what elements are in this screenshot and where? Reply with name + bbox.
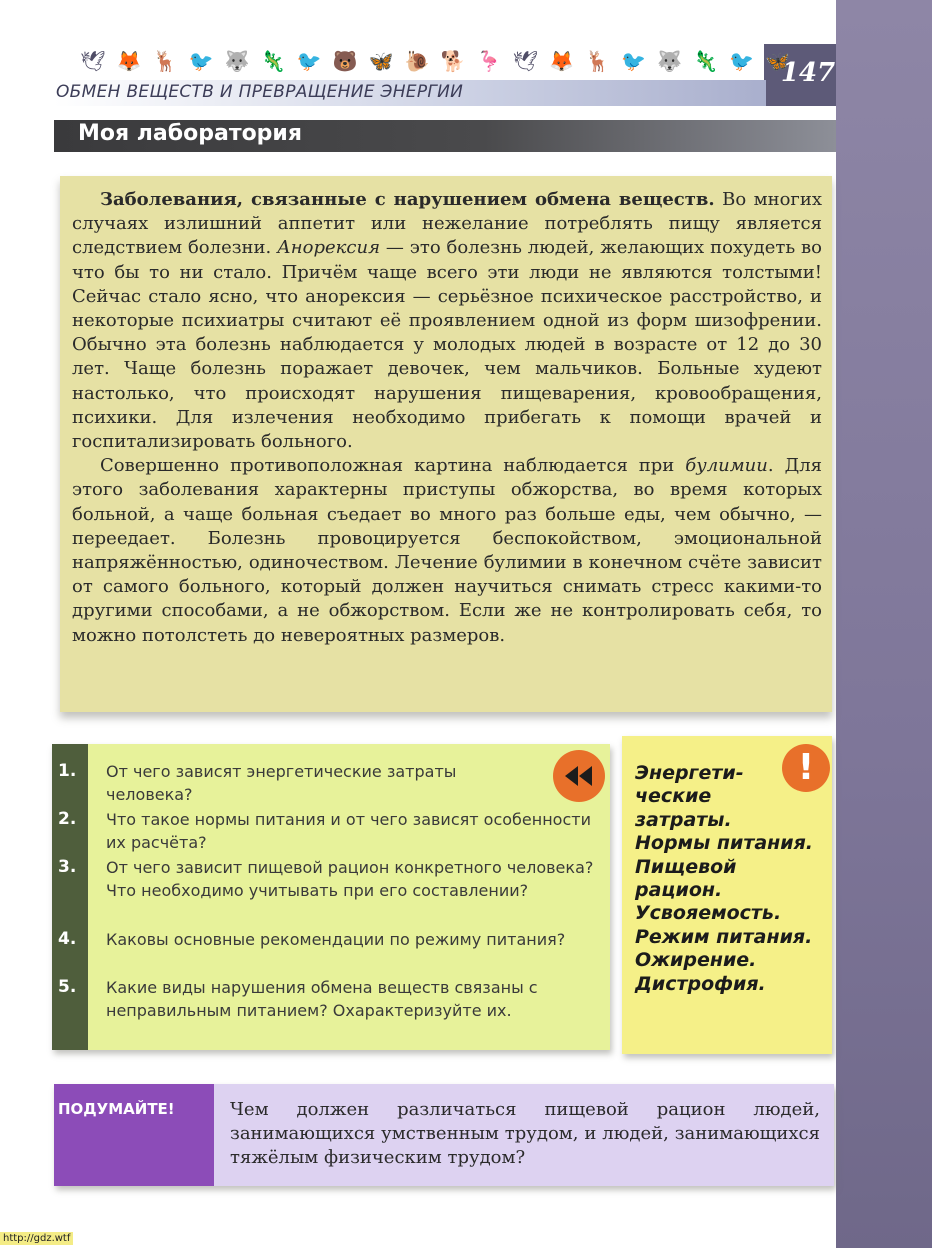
snail-icon: 🐌 <box>404 49 430 73</box>
question-text: Каковы основные рекомендации по режиму питания? <box>106 930 566 949</box>
question-text: Что такое нормы питания и от чего зависят особенности их расчёта? <box>106 810 591 852</box>
wolf-icon: 🐺 <box>224 49 250 73</box>
keyword-line: Энергети- <box>635 762 744 784</box>
question-number: 5. <box>58 977 77 997</box>
bird-icon: 🐦 <box>188 49 214 73</box>
question-text: От чего зависят энергетические затраты человека? <box>106 762 457 804</box>
keyword-line: ческие <box>635 785 712 808</box>
lab-paragraph-2-text-b: . Для этого заболевания характерны приступы обжорства, во время которых больной, а чаще больная съедает во много раз больше еды, чем обычно, — переедает. Болезнь провоцируется беспокойством, эмоциональной напряжённостью, одиночеством. Лечение булимии в конечном счёте зависит от самого больного, который должен научиться снимать стресс какими-то другими способами, а не обжорством. Если же не контролировать себя, то можно потолстеть до невероятных размеров. <box>72 455 822 646</box>
lizard-icon: 🦎 <box>260 49 286 73</box>
butterfly-icon: 🦋 <box>368 49 394 73</box>
keyword-line: Усвояемость. <box>635 902 782 925</box>
think-question: Чем должен различаться пищевой рацион людей, занимающихся умственным трудом, и людей, занимающихся тяжёлым физическим трудом? <box>230 1099 820 1168</box>
keyword-line: Режим питания. <box>635 925 813 948</box>
bird-icon: 🐦 <box>728 49 754 73</box>
keyword-line: Ожирение. <box>635 949 757 972</box>
exclamation-icon: ! <box>782 744 830 792</box>
keywords-list <box>635 762 835 996</box>
bird-icon: 🕊 <box>80 49 106 73</box>
question-number: 2. <box>58 809 77 829</box>
lab-paragraph-1-text-a: Во многих случаях излишний аппетит или нежелание потреблять пищу является следствием болезни. <box>72 189 823 259</box>
lab-paragraph-2-text-a: Совершенно противоположная картина наблюдается при <box>100 455 686 477</box>
keyword-line: Нормы питания. <box>635 832 814 855</box>
page-number: 147 <box>780 58 836 88</box>
butterfly-icon: 🦋 <box>764 49 790 73</box>
fox-icon: 🦊 <box>548 49 574 73</box>
wolf-icon: 🐺 <box>656 49 682 73</box>
lab-paragraph-1-heading: Заболевания, связанные с нарушением обмена веществ. <box>100 189 715 210</box>
keyword-line: Пищевой <box>635 855 737 878</box>
animal-silhouette-strip <box>80 48 790 74</box>
keyword-line: рацион. <box>635 879 723 902</box>
question-number: 3. <box>58 857 77 877</box>
lab-text <box>72 188 822 648</box>
lab-paragraph-1 <box>72 188 822 454</box>
deer-icon: 🦌 <box>584 49 610 73</box>
footer-url[interactable]: http://gdz.wtf <box>0 1232 73 1245</box>
chapter-title: ОБМЕН ВЕЩЕСТВ И ПРЕВРАЩЕНИЕ ЭНЕРГИИ <box>56 82 464 102</box>
think-label: ПОДУМАЙТЕ! <box>58 1100 175 1118</box>
question-number: 1. <box>58 761 77 781</box>
dog-icon: 🐕 <box>440 49 466 73</box>
question-number-column <box>52 744 88 1050</box>
question-text: От чего зависит пищевой рацион конкретного человека? Что необходимо учитывать при его составлении? <box>106 858 594 900</box>
question-number: 4. <box>58 929 77 949</box>
side-strip <box>836 0 932 1248</box>
keyword-line: затраты. <box>635 808 732 831</box>
deer-icon: 🦌 <box>152 49 178 73</box>
bird-icon: 🕊 <box>512 49 538 73</box>
lizard-icon: 🦎 <box>692 49 718 73</box>
rewind-icon <box>553 750 605 802</box>
lab-paragraph-2 <box>72 454 822 648</box>
bear-icon: 🐻 <box>332 49 358 73</box>
fox-icon: 🦊 <box>116 49 142 73</box>
keyword-line: Дистрофия. <box>635 972 766 995</box>
lab-title: Моя лаборатория <box>78 121 302 146</box>
bird-icon: 🐦 <box>296 49 322 73</box>
lab-term-anorexia: Анорексия <box>277 237 380 259</box>
lab-paragraph-1-text-b: — это болезнь людей, желающих похудеть во что бы то ни стало. Причём чаще всего эти люди не являются толстыми! Сейчас стало ясно, что анорексия — серьёзное психическое расстройство, и некоторые психиатры считают её проявлением одной из форм шизофрении. Обычно эта болезнь наблюдается у молодых людей в возрасте от 12 до 30 лет. Чаще болезнь поражает девочек, чем мальчиков. Больные худеют настолько, что происходят нарушения пищеварения, кровообращения, психики. Для излечения необходимо прибегать к помощи врачей и госпитализировать больного. <box>72 237 822 453</box>
rewind-arrows-icon <box>563 764 595 788</box>
question-text: Какие виды нарушения обмена веществ связаны с неправильным питанием? Охарактеризуйте их. <box>106 978 538 1020</box>
bird-icon: 🐦 <box>620 49 646 73</box>
heron-icon: 🦩 <box>476 49 502 73</box>
lab-term-bulimia: булимии <box>685 455 768 477</box>
